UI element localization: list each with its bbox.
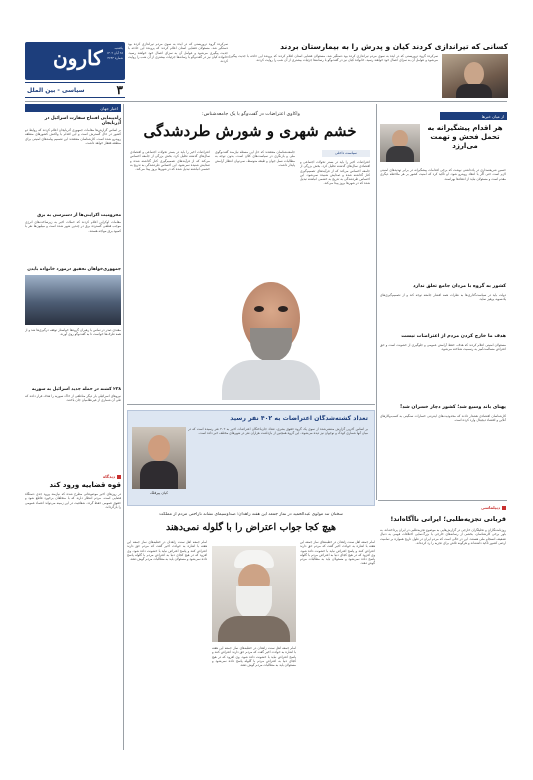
interview-sub-3-body: کارشناسان اقتصادی هشدار دادند که محدودیت‌های اینترنتی خسارات سنگینی به کسب‌وکارهای آنلاین و اقتصاد دیجیتال وارد کرده است. [380, 414, 506, 423]
interview-sub-2-body: مسئولان امنیتی اعلام کردند که هدف، حفظ آرامش عمومی و جلوگیری از خشونت است و حق اعتراض مسالمت‌آمیز به رسمیت شناخته می‌شود. [380, 343, 506, 352]
right-column-divider [376, 104, 377, 500]
interview-sub-1: کشور به گروه با مردان جامع تعلق ندارد [413, 284, 506, 289]
section-name: سیاسی - بین الملل [27, 86, 85, 94]
world-item-title-1: راه‌پیمایی افتتاح سفارت اسرائیل در آذربایجان [44, 116, 121, 126]
view-body: در روزهای اخیر موضوعاتی مطرح شده که نیازمند ورود جدی دستگاه قضایی است. مردم انتظار دارند که با متخلفان برخورد قاطع شود و حقوق عمومی حفظ گردد. شفافیت در این زمینه می‌تواند اعتماد عمومی را بازگرداند. [25, 492, 121, 509]
left-column-divider [123, 104, 124, 750]
diplomacy-tag: دیپلماسی [440, 505, 506, 510]
interview-body: حسین شریعتمداری در یادداشتی نوشت که برخی اقدامات پیشگیرانه در برابر تهدیدهای امنیتی لازم است حتی اگر با انتقاد روبه‌رو شود. او تأکید کرد که امنیت کشور بر هر ملاحظه دیگری مقدم است و مسئولان نباید از انتقادها بهراسند. [380, 168, 506, 181]
diplomacy-tag-marker [502, 506, 506, 510]
bottom-kicker: سخنان تند مولوی عبدالحمید در نماز جمعه این هفته زاهدان؛ صداوسیمای نشانه ناراحتی مردم از مملکت [159, 512, 343, 517]
view-tag-marker [117, 475, 121, 479]
lead-headline: خشم شهری و شورش طردشدگی [143, 122, 357, 140]
lead-body-col-2: جامعه‌شناسان معتقدند که حل این مسئله نیازمند گفت‌وگوی ملی و بازنگری در سیاست‌های کلان است. بدون توجه به مطالبات نسل جوان و طبقه متوسط، نمی‌توان انتظار آرامش پایدار داشت. [215, 150, 295, 167]
world-item-body-2: مقامات اوکراین اعلام کردند که حملات اخیر به زیرساخت‌های انرژی موجب قطعی گسترده برق در چندین شهر شده است و میلیون‌ها نفر با کمبود برق مواجه هستند. [25, 220, 121, 233]
world-item-body-4: نیروهای اسرائیلی بار دیگر مناطقی از خاک سوریه را هدف قرار دادند که طی آن شماری از غیرنظامیان جان باختند. [25, 394, 121, 403]
interview-photo [380, 124, 420, 162]
top-divider [25, 101, 507, 102]
top-story-photo [442, 54, 508, 98]
lead-kicker: واکاوی اعتراضات در گفت‌وگو با یک جامعه‌شناس: [202, 112, 300, 117]
stats-headline: تعداد کشته‌شدگان اعتراضات به ۴۰۲ نفر رسید [230, 415, 368, 422]
view-title: قوه قضاییه ورود کند [49, 481, 121, 489]
interview-sub-3: پهنای باند وسیع شد؛ کشور دچار خسران شد! [400, 405, 506, 410]
top-story-headline: کسانی که تیراندازی کردند کیان و پدرش را به بیمارستان بردند [280, 42, 508, 51]
diplomacy-headline: قربانی تجزیه‌طلبی؛ ایرانی ناآگاه‌اند! [390, 515, 506, 523]
top-story [128, 42, 508, 98]
view-tag: دیدگاه [25, 474, 121, 479]
interview-headline: هر اقدام پیشگیرانه به تحمل فحش و تهمت می‌ارزد [427, 124, 503, 150]
interview-sub-1-body: دولت باید در سیاست‌گذاری‌ها به نظرات همه اقشار جامعه توجه کند و از تصمیم‌گیری‌های یک‌سویه پرهیز نماید. [380, 293, 506, 302]
lead-portrait [216, 268, 326, 400]
lead-byline: سیاست داخلی [322, 150, 370, 157]
world-item-body-1: بر اساس گزارش‌ها مقامات جمهوری آذربایجان اعلام کردند که روابط دو کشور در حال گسترش است و این اقدام با واکنش کشورهای منطقه روبه‌رو شده است. کارشناسان معتقدند این تصمیم پیامدهای امنیتی برای منطقه قفقاز خواهد داشت. [25, 128, 121, 145]
world-item-body-3: مقتدی صدر در تماس با رهبران گروه‌ها خواستار توقف درگیری‌ها شد و از همه طرف‌ها خواست تا به گفت‌وگو روی آورند. [25, 328, 121, 337]
page-number: ۳ [116, 83, 123, 97]
world-item-title-4: ۲۳۸ کشته در حمله جدید اسرائیل به سوریه [31, 387, 121, 392]
world-news-tag: اخبار جهان [25, 104, 121, 112]
bottom-body-col-3: امام جمعه اهل سنت زاهدان در خطبه‌های نماز جمعه این هفته با اشاره به حوادث اخیر گفت که مردم حق دارند اعتراض کنند و پاسخ اعتراض نباید با خشونت داده شود. وی افزود که در هیچ کجای دنیا به اعتراض مردم با گلوله پاسخ داده نمی‌شود و مسئولان باید به مطالبات مردم گوش دهند. [212, 646, 296, 668]
lead-body-col-1: اعتراضات اخیر را باید در بستر تحولات اجتماعی و اقتصادی سال‌های گذشته تحلیل کرد. بخش بزرگی از جامعه احساس می‌کند که از فرآیندهای تصمیم‌گیری کنار گذاشته شده و صدایش شنیده نمی‌شود. این احساس طردشدگی به تدریج به خشمی انباشته تبدیل شده که در شهرها بروز پیدا می‌کند. [300, 160, 370, 186]
lead-body-col-3: اعتراضات اخیر را باید در بستر تحولات اجتماعی و اقتصادی سال‌های گذشته تحلیل کرد. بخش بزرگی از جامعه احساس می‌کند که از فرآیندهای تصمیم‌گیری کنار گذاشته شده و صدایش شنیده نمی‌شود. این احساس طردشدگی به تدریج به خشمی انباشته تبدیل شده که در شهرها بروز پیدا می‌کند. [130, 150, 210, 172]
top-story-body: سرکرده گروه تروریستی که در ایذه به سوی مردم تیراندازی کرده بود دستگیر شد. مسئولان قضایی استان اعلام کردند که پرونده این حادثه با جدیت پیگیری می‌شود و عوامل آن به سزای اعمال خود خواهند رسید. خانواده کیان نیز در گفت‌وگو با رسانه‌ها جزئیات بیشتری از آن شب را روایت کردند. [228, 54, 438, 63]
masthead-date: یکشنبه ۲۸ آبان ۱۴۰۲ شماره ۴۶۴۳ [106, 46, 123, 60]
world-item-title-3: جمهوری‌خواهان تحقیق درمورد خانواده بایدن [27, 267, 121, 272]
masthead [25, 42, 125, 80]
stats-photo-caption: کیان پیرفلک [150, 491, 168, 495]
section-strip [25, 82, 125, 98]
left-column [25, 104, 121, 750]
masthead-logo: کارون [53, 46, 103, 70]
diplomacy-divider [378, 500, 507, 501]
bottom-body-col-1: امام جمعه اهل سنت زاهدان در خطبه‌های نماز جمعه این هفته با اشاره به حوادث اخیر گفت که مردم حق دارند اعتراض کنند و پاسخ اعتراض نباید با خشونت داده شود. وی افزود که در هیچ کجای دنیا به اعتراض مردم با گلوله پاسخ داده نمی‌شود و مسئولان باید به مطالبات مردم گوش دهند. [300, 540, 375, 566]
bottom-portrait [212, 546, 296, 642]
world-news-photo [25, 275, 121, 325]
stats-photo [132, 427, 186, 489]
bottom-headline: هیچ کجا جواب اعتراض را با گلوله نمی‌دهند [165, 522, 337, 533]
diplomacy-body: روزنامه‌نگاران و تحلیلگران خارجی در گزارش‌هایی به موضوع تجزیه‌طلبی در ایران پرداخته‌اند. به باور برخی کارشناسان، بخشی از رسانه‌های خارجی با بزرگ‌نمایی اختلافات قومی به دنبال تضعیف انسجام ملی هستند. این در حالی است که مردم ایران در طول تاریخ همواره بر تمامیت ارضی کشور تأکید داشته‌اند و هرگونه تلاش برای تجزیه را رد کرده‌اند. [380, 528, 506, 545]
interview-sub-2: هدف ما خارج کردن مردم از اعتراضات نیست [401, 334, 506, 339]
top-story-body-2: سرکرده گروه تروریستی که در ایذه به سوی مردم تیراندازی کرده بود دستگیر شد. مسئولان قضایی استان اعلام کردند که پرونده این حادثه با جدیت پیگیری می‌شود و عوامل آن به سزای اعمال خود خواهند رسید. خانواده کیان نیز در گفت‌وگو با رسانه‌ها جزئیات بیشتری از آن شب را روایت کردند. [128, 42, 228, 64]
stats-box [127, 410, 375, 506]
interview-tag: از میان خبرها [440, 112, 507, 120]
stats-body: بر اساس آخرین گزارش منتشرشده از سوی یک گروه حقوق بشری، تعداد جان‌باختگان اعتراضات اخیر به ۴۰۲ نفر رسیده است که در میان آنها شماری کودک و نوجوان نیز دیده می‌شوند. این گروه همچنین از بازداشت هزاران نفر در شهرهای مختلف خبر داده است. [188, 427, 368, 436]
world-item-title-2: محرومیت اکراینی‌ها از دسترسی به برق [37, 213, 121, 218]
lead-divider [127, 404, 375, 405]
bottom-body-col-2: امام جمعه اهل سنت زاهدان در خطبه‌های نماز جمعه این هفته با اشاره به حوادث اخیر گفت که مردم حق دارند اعتراض کنند و پاسخ اعتراض نباید با خشونت داده شود. وی افزود که در هیچ کجای دنیا به اعتراض مردم با گلوله پاسخ داده نمی‌شود و مسئولان باید به مطالبات مردم گوش دهند. [127, 540, 207, 562]
